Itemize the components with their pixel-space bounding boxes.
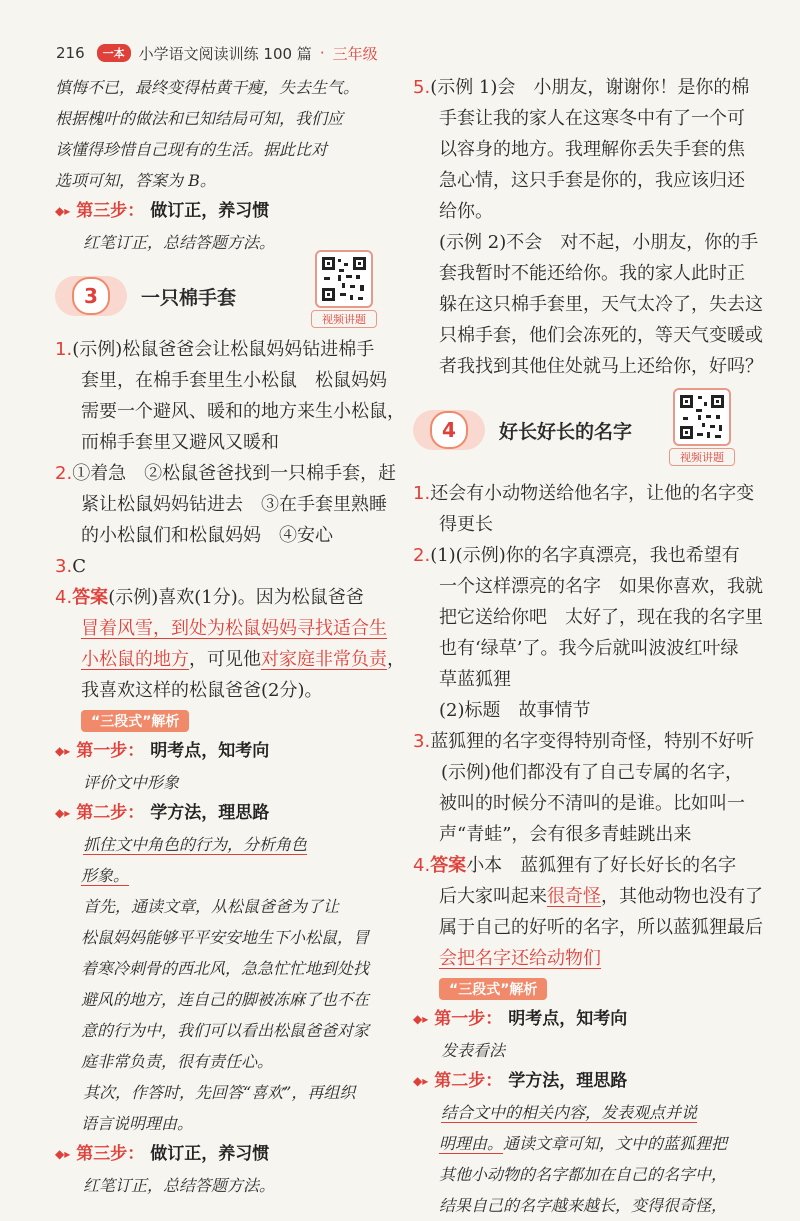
step-two-para: 松鼠妈妈能够平平安安地生下小松鼠，冒	[81, 928, 370, 947]
answer-1: 1.还会有小动物送给他名字，让他的名字变	[413, 483, 755, 504]
section-3-header	[55, 258, 385, 334]
intro-line: 根据槐叶的做法和已知结局可知，我们应	[55, 109, 344, 128]
step-three-body: 红笔订正，总结答题方法。	[83, 1176, 276, 1195]
answer-4: 4.答案小本 蓝狐狸有了好长好长的名字	[413, 855, 737, 876]
answer-2: 2.(1)(示例)你的名字真漂亮，我也希望有	[413, 545, 740, 566]
answer-1: 1.(示例)松鼠爸爸会让松鼠妈妈钻进棉手	[55, 339, 375, 360]
page-header	[56, 40, 378, 66]
step-one-heading: ◆▸ 第一步： 明考点，知考向	[55, 736, 385, 767]
step-two-para: 着寒冷刺骨的西北风，急急忙忙地到处找	[81, 959, 370, 978]
answer-1-line: 得更长	[439, 514, 493, 535]
grade-label: 三年级	[332, 44, 378, 63]
answer-1-line: 套里，在棉手套里生小松鼠 松鼠妈妈	[81, 370, 387, 391]
answer-3: 3.蓝狐狸的名字变得特别奇怪，特别不好听	[413, 731, 755, 752]
step-two-para: 语言说明理由。	[81, 1114, 194, 1133]
step-two-heading: ◆▸ 第二步： 学方法，理思路	[55, 798, 385, 829]
step-three-body: 红笔订正，总结答题方法。	[83, 233, 276, 252]
answer-2-line: 紧让松鼠妈妈钻进去 ③在手套里熟睡	[81, 494, 387, 515]
answer-5-line: 只棉手套，他们会冻死的，等天气变暖或	[439, 325, 763, 346]
answer-5-line: 躲在这只棉手套里，天气太冷了，失去这	[439, 294, 763, 315]
qr-label: 视频讲题	[311, 310, 377, 328]
arrow-icon: ◆▸	[413, 1074, 429, 1088]
step-two-key: 结合文中的相关内容，发表观点并说	[441, 1103, 698, 1122]
answer-5-line: (示例 2)不会 对不起，小朋友，你的手	[439, 232, 759, 253]
step-three-heading: ◆▸ 第三步： 做订正，养习惯	[55, 196, 385, 227]
answer-5-line: 手套让我的家人在这寒冬中有了一个可	[439, 108, 745, 129]
answer-5-line: 套我暂时不能还给你。我的家人此时正	[439, 263, 745, 284]
answer-2-line: 一个这样漂亮的名字 如果你喜欢，我就	[439, 576, 763, 597]
step-two-key: 形象。	[81, 866, 130, 885]
analysis-tag: “三段式”解析	[439, 978, 547, 1000]
intro-line: 该懂得珍惜自己现有的生活。据此比对	[55, 140, 328, 159]
answer-3-line: (示例)他们都没有了自己专属的名字，	[441, 762, 744, 783]
arrow-icon: ◆▸	[413, 1012, 429, 1026]
qr-code-icon	[673, 388, 731, 446]
intro-line: 慎悔不已，最终变得枯黄干瘦，失去生气。	[55, 78, 360, 97]
book-title: 小学语文阅读训练 100 篇	[138, 44, 312, 63]
answer-4-line: 后大家叫起来很奇怪，其他动物也没有了	[439, 886, 763, 907]
arrow-icon: ◆▸	[55, 1147, 71, 1161]
step-two-para: 其他小动物的名字都加在自己的名字中，	[439, 1165, 728, 1184]
step-two-para: 明理由。通读文章可知，文中的蓝狐狸把	[439, 1134, 728, 1153]
section-title: 好长好长的名字	[499, 420, 633, 443]
section-title: 一只棉手套	[141, 286, 237, 309]
step-two-para: 结果自己的名字越来越长，变得很奇怪，	[439, 1196, 728, 1215]
answer-5: 5.(示例 1)会 小朋友，谢谢你！是你的棉	[413, 77, 750, 98]
qr-code-icon	[315, 250, 373, 308]
right-column	[413, 72, 763, 1221]
step-three-heading: ◆▸ 第三步： 做订正，养习惯	[55, 1139, 385, 1170]
answer-2-line: 草蓝狐狸	[439, 669, 511, 690]
answer-4: 4.答案(示例)喜欢(1分)。因为松鼠爸爸	[55, 587, 364, 608]
answer-2-line: 的小松鼠们和松鼠妈妈 ④安心	[81, 525, 333, 546]
qr-code[interactable]	[669, 388, 735, 466]
step-two-key: 抓住文中角色的行为，分析角色	[83, 835, 308, 854]
intro-line: 选项可知，答案为 B。	[55, 171, 216, 190]
arrow-icon: ◆▸	[55, 204, 71, 218]
answer-2-line: 把它送给你吧 太好了，现在我的名字里	[439, 607, 763, 628]
step-one-heading: ◆▸ 第一步： 明考点，知考向	[413, 1004, 743, 1035]
arrow-icon: ◆▸	[55, 806, 71, 820]
arrow-icon: ◆▸	[55, 744, 71, 758]
answer-3: 3.C	[55, 556, 86, 577]
answer-5-line: 者我找到其他住处就马上还给你，好吗？	[439, 356, 763, 377]
answer-5-line: 以容身的地方。我理解你丢失手套的焦	[439, 139, 745, 160]
answer-2-line: 也有‘绿草’了。我今后就叫波波红叶绿	[439, 638, 739, 659]
brand-logo: 一本	[97, 44, 131, 62]
answer-4-key: 冒着风雪，到处为松鼠妈妈寻找适合生	[81, 618, 387, 639]
answer-5-line: 给你。	[439, 201, 493, 222]
step-two-para: 其次，作答时，先回答“喜欢”，再组织	[83, 1083, 356, 1102]
answer-4-line: 属于自己的好听的名字，所以蓝狐狸最后	[439, 917, 763, 938]
answer-4-line: 我喜欢这样的松鼠爸爸(2分)。	[81, 680, 323, 701]
section-number-badge: 4	[413, 410, 485, 450]
qr-code[interactable]	[311, 250, 377, 328]
header-dot: ·	[319, 44, 325, 62]
step-two-para: 首先，通读文章，从松鼠爸爸为了让	[83, 897, 340, 916]
answer-4-line: 小松鼠的地方，可见他对家庭非常负责，	[81, 649, 405, 670]
answer-1-line: 而棉手套里又避风又暖和	[81, 432, 279, 453]
step-two-heading: ◆▸ 第二步： 学方法，理思路	[413, 1066, 743, 1097]
answer-2-line: (2)标题 故事情节	[439, 700, 591, 721]
step-one-body: 评价文中形象	[83, 773, 180, 792]
section-number-badge: 3	[55, 276, 127, 316]
step-two-para: 意的行为中，我们可以看出松鼠爸爸对家	[81, 1021, 370, 1040]
answer-4-key: 会把名字还给动物们	[439, 948, 601, 969]
qr-label: 视频讲题	[669, 448, 735, 466]
left-column	[55, 72, 405, 1201]
answer-5-line: 急心情，这只手套是你的，我应该归还	[439, 170, 745, 191]
step-two-para: 避风的地方，连自己的脚被冻麻了也不在	[81, 990, 370, 1009]
answer-3-line: 被叫的时候分不清叫的是谁。比如叫一	[439, 793, 745, 814]
section-4-header	[413, 382, 743, 478]
answer-2: 2.①着急 ②松鼠爸爸找到一只棉手套，赶	[55, 463, 397, 484]
answer-1-line: 需要一个避风、暖和的地方来生小松鼠，	[81, 401, 405, 422]
answer-3-line: 声“青蛙”，会有很多青蛙跳出来	[439, 824, 692, 845]
step-two-para: 庭非常负责，很有责任心。	[81, 1052, 274, 1071]
analysis-tag: “三段式”解析	[81, 710, 189, 732]
page-number: 216	[56, 44, 85, 62]
step-one-body: 发表看法	[441, 1041, 506, 1060]
